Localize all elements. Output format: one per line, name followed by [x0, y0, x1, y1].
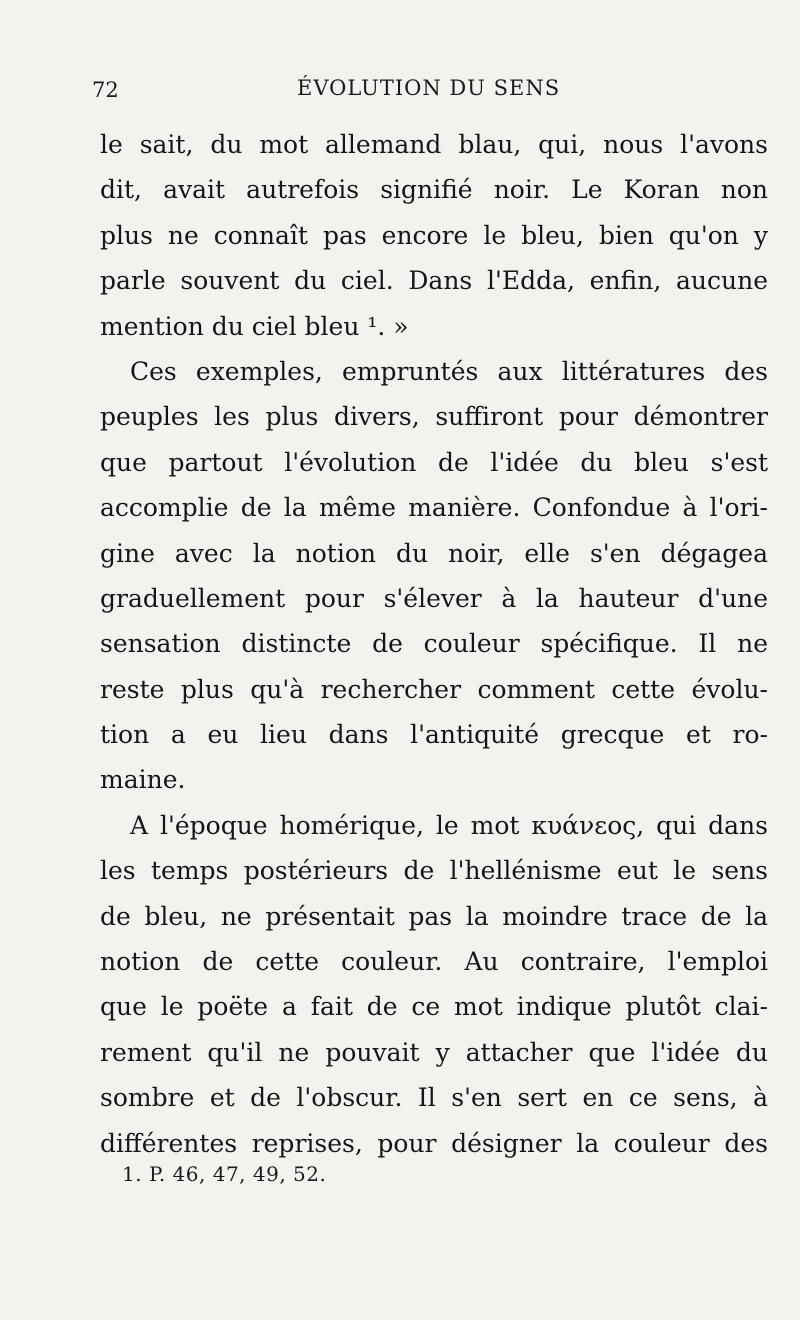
text-line: A l'époque homérique, le mot κυάνεος, qui dans [130, 810, 768, 840]
text-line: accomplie de la même manière. Confondue à l'ori- [100, 493, 768, 523]
text-line: parle souvent du ciel. Dans l'Edda, enfin, aucune [100, 266, 768, 296]
text-line: différentes reprises, pour désigner la couleur des [100, 1128, 768, 1158]
paragraph-1 [100, 122, 768, 349]
text-line: que le poëte a fait de ce mot indique plutôt clai- [100, 992, 768, 1022]
text-line: graduellement pour s'élever à la hauteur d'une [100, 583, 768, 613]
paragraph-3 [100, 803, 768, 1166]
text-line: notion de cette couleur. Au contraire, l'emploi [100, 947, 768, 977]
text-line: rement qu'il ne pouvait y attacher que l'idée du [100, 1037, 768, 1067]
text-line: mention du ciel bleu ¹. » [100, 311, 409, 341]
running-head: ÉVOLUTION DU SENS [297, 76, 561, 100]
text-line: dit, avait autrefois signifié noir. Le Koran non [100, 175, 768, 205]
text-line: tion a eu lieu dans l'antiquité grecque et ro- [100, 720, 768, 750]
text-line: reste plus qu'à rechercher comment cette évolu- [100, 674, 768, 704]
text-line: gine avec la notion du noir, elle s'en dégagea [100, 538, 768, 568]
text-line: Ces exemples, empruntés aux littératures des [130, 356, 768, 386]
text-line: peuples les plus divers, suffiront pour démontrer [100, 402, 768, 432]
paragraph-2 [100, 349, 768, 803]
text-line: que partout l'évolution de l'idée du bleu s'est [100, 447, 768, 477]
text-line: sensation distincte de couleur spécifique. Il ne [100, 629, 768, 659]
text-line: de bleu, ne présentait pas la moindre trace de la [100, 901, 768, 931]
text-line: maine. [100, 765, 186, 795]
page-number: 72 [92, 78, 119, 102]
text-line: sombre et de l'obscur. Il s'en sert en ce sens, à [100, 1083, 768, 1113]
page-header [92, 74, 760, 106]
text-line: plus ne connaît pas encore le bleu, bien qu'on y [100, 220, 768, 250]
text-line: les temps postérieurs de l'hellénisme eut le sens [100, 856, 768, 886]
text-line: le sait, du mot allemand blau, qui, nous l'avons [100, 130, 768, 159]
footnote: 1. P. 46, 47, 49, 52. [122, 1162, 327, 1186]
body-text [100, 122, 768, 1166]
